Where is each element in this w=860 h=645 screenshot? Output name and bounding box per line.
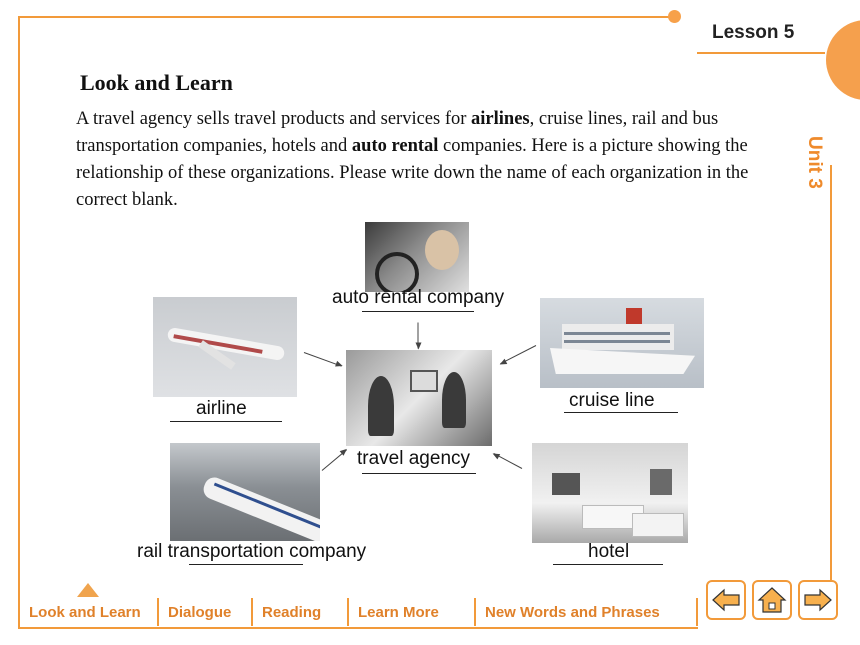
intro-bold-auto-rental: auto rental	[351, 136, 439, 156]
arrow-left-icon	[711, 585, 741, 615]
arrow-cruise-to-agency	[500, 345, 536, 364]
intro-bold-airlines: airlines	[471, 109, 530, 129]
airline-label: airline	[196, 398, 247, 419]
auto-rental-label: auto rental company	[332, 287, 505, 308]
arrow-rental-to-agency	[418, 323, 419, 349]
airline-blank[interactable]	[170, 421, 282, 422]
arrow-right-icon	[803, 585, 833, 615]
decorative-corner-circle	[826, 20, 860, 100]
home-button[interactable]	[752, 580, 792, 620]
rail-transportation-label: rail transportation company	[137, 541, 367, 562]
next-button[interactable]	[798, 580, 838, 620]
travel-agency-label: travel agency	[357, 448, 471, 469]
unit-label: Unit 3	[804, 136, 825, 189]
intro-paragraph	[76, 106, 766, 214]
tab-reading[interactable]: Reading	[253, 598, 349, 626]
lesson-underline	[697, 52, 825, 54]
frame-right-border	[830, 165, 832, 585]
intro-text-3: companies. Here is a picture showing the relationship of these organizations. Please write down the name of each organization in the correct blank.	[76, 136, 749, 210]
rail-transportation-blank[interactable]	[189, 564, 303, 565]
airline-photo	[153, 297, 297, 397]
tab-new-words-and-phrases[interactable]: New Words and Phrases	[476, 598, 698, 626]
intro-text-1: A travel agency sells travel products and services for	[76, 109, 472, 129]
tab-dialogue[interactable]: Dialogue	[159, 598, 253, 626]
tab-look-and-learn[interactable]: Look and Learn	[18, 598, 159, 626]
train-photo	[170, 443, 320, 541]
cruise-line-label: cruise line	[569, 390, 655, 411]
arrow-airline-to-agency	[304, 352, 342, 367]
frame-left-border	[18, 16, 20, 628]
arrow-hotel-to-agency	[494, 453, 523, 469]
frame-bottom-border	[18, 627, 698, 629]
section-title: Look and Learn	[80, 70, 233, 95]
auto-rental-photo	[365, 222, 469, 292]
active-tab-pointer	[77, 583, 99, 597]
intro-text-2: , cruise lines, rail and bus transportation companies, hotels and	[76, 109, 719, 156]
hotel-blank[interactable]	[553, 564, 663, 565]
lesson-title: Lesson 5	[712, 22, 795, 43]
prev-button[interactable]	[706, 580, 746, 620]
cruise-line-blank[interactable]	[564, 412, 678, 413]
travel-agency-photo	[346, 350, 492, 446]
auto-rental-blank[interactable]	[362, 311, 474, 312]
arrow-rail-to-agency	[322, 450, 347, 471]
frame-top-border	[18, 16, 672, 18]
home-icon	[757, 585, 787, 615]
travel-agency-blank[interactable]	[362, 473, 476, 474]
tab-learn-more[interactable]: Learn More	[349, 598, 476, 626]
hotel-room-photo	[532, 443, 688, 543]
cruise-ship-photo	[540, 298, 704, 388]
hotel-label: hotel	[588, 541, 630, 562]
decorative-dot	[668, 10, 681, 23]
